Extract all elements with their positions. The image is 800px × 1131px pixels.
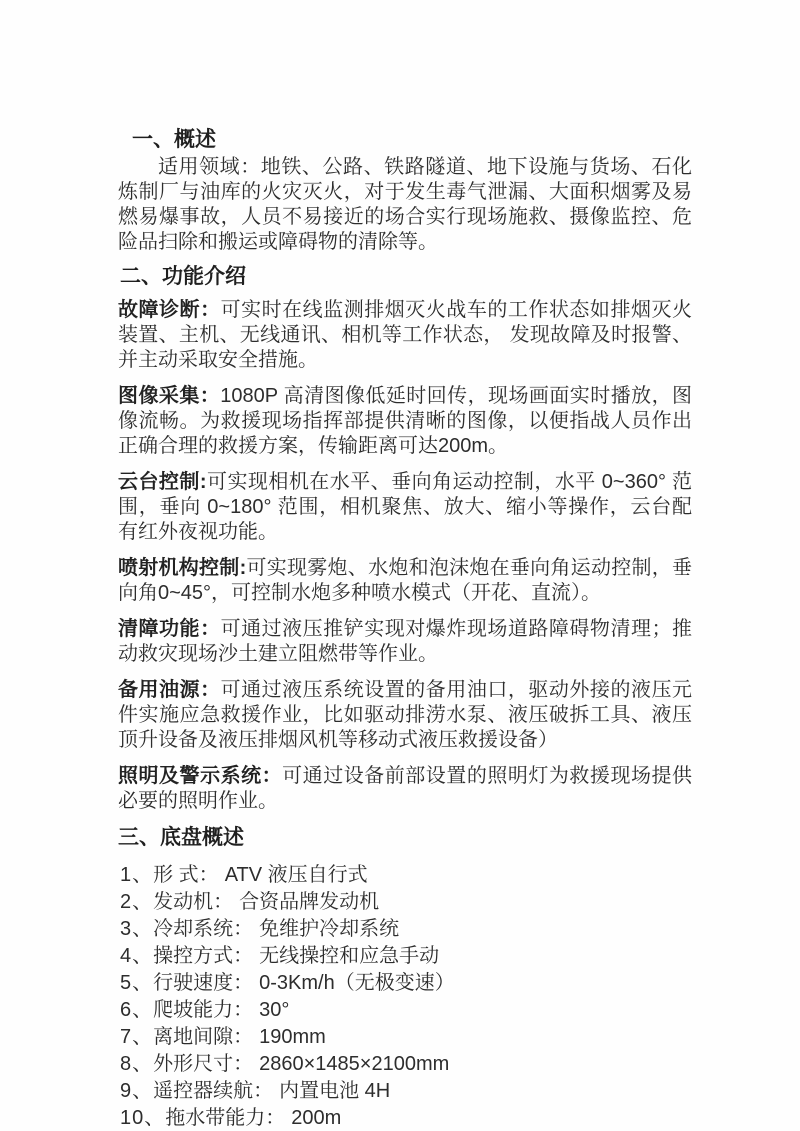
chassis-item-number: 2、 <box>120 891 154 913</box>
feature-text: 1080P 高清图像低延时回传，现场画面实时播放，图像流畅。为救援现场指挥部提供清晰的图像，以便指战人员作出正确合理的救援方案，传输距离可达200m。 <box>118 385 693 457</box>
chassis-item-label: 发动机： <box>153 891 234 913</box>
chassis-item-label: 操控方式： <box>153 945 254 967</box>
chassis-item-label: 拖水带能力： <box>165 1107 286 1129</box>
feature-label: 备用油源： <box>118 679 221 701</box>
chassis-item-value: 200m <box>291 1107 342 1129</box>
chassis-item-number: 8、 <box>120 1053 154 1075</box>
chassis-item-number: 7、 <box>120 1026 154 1048</box>
chassis-item-label: 冷却系统： <box>153 918 254 940</box>
chassis-item-value: 0-3Km/h（无极变速） <box>259 972 455 994</box>
section-heading-features: 二、功能介绍 <box>120 265 246 288</box>
chassis-list-item-remote-battery <box>120 1078 692 1105</box>
feature-paragraph-backup-oil-source <box>118 678 692 753</box>
feature-text: 可实现相机在水平、垂向角运动控制，水平 0~360° 范围，垂向 0~180° 范围，相机聚焦、放大、缩小等操作，云台配有红外夜视功能。 <box>118 471 692 543</box>
feature-paragraph-gimbal-control <box>118 470 692 545</box>
chassis-item-label: 行驶速度： <box>153 972 254 994</box>
chassis-item-value: 2860×1485×2100mm <box>259 1053 450 1075</box>
chassis-item-label: 离地间隙： <box>153 1026 254 1048</box>
feature-label: 喷射机构控制: <box>118 557 247 579</box>
chassis-list-item-dimensions <box>120 1051 692 1078</box>
feature-paragraph-lighting-warning <box>118 764 692 814</box>
feature-paragraph-obstacle-clearing <box>118 617 692 667</box>
feature-paragraph-fault-diagnosis <box>118 298 692 373</box>
section-heading-chassis: 三、底盘概述 <box>118 826 244 849</box>
chassis-item-value: 内置电池 4H <box>279 1080 391 1102</box>
chassis-list-item-hose-towing <box>120 1105 692 1131</box>
chassis-list-item-form <box>120 862 692 889</box>
chassis-item-value: 190mm <box>259 1026 326 1048</box>
chassis-item-value: ATV 液压自行式 <box>224 864 368 886</box>
feature-text: 可通过液压推铲实现对爆炸现场道路障碍物清理；推动救灾现场沙土建立阻燃带等作业。 <box>118 618 693 665</box>
chassis-item-value: 免维护冷却系统 <box>259 918 400 940</box>
chassis-item-number: 6、 <box>120 999 154 1021</box>
chassis-item-label: 爬坡能力： <box>153 999 254 1021</box>
feature-label: 图像采集： <box>118 385 221 407</box>
feature-label: 云台控制: <box>118 471 207 493</box>
chassis-item-value: 合资品牌发动机 <box>239 891 380 913</box>
feature-label: 故障诊断： <box>118 299 221 321</box>
chassis-item-label: 外形尺寸： <box>153 1053 254 1075</box>
feature-text: 可通过设备前部设置的照明灯为救援现场提供必要的照明作业。 <box>118 765 693 812</box>
feature-label: 照明及警示系统： <box>118 765 283 787</box>
chassis-list-item-speed <box>120 970 692 997</box>
chassis-item-value: 30° <box>259 999 290 1021</box>
feature-text: 可实时在线监测排烟灭火战车的工作状态如排烟灭火装置、主机、无线通讯、相机等工作状态， 发现故障及时报警、并主动采取安全措施。 <box>118 299 693 371</box>
chassis-list-item-ground-clearance <box>120 1024 692 1051</box>
feature-text: 可通过液压系统设置的备用油口，驱动外接的液压元件实施应急救援作业，比如驱动排涝水泵、液压破拆工具、液压顶升设备及液压排烟风机等移动式液压救援设备） <box>118 679 693 751</box>
chassis-list-item-control-mode <box>120 943 692 970</box>
chassis-item-number: 10、 <box>120 1107 166 1129</box>
chassis-item-number: 5、 <box>120 972 154 994</box>
feature-text: 可实现雾炮、水炮和泡沫炮在垂向角运动控制，垂向角0~45°，可控制水炮多种喷水模式（开花、直流）。 <box>118 557 692 604</box>
chassis-item-number: 3、 <box>120 918 154 940</box>
section-heading-overview: 一、概述 <box>132 128 216 151</box>
chassis-item-value: 无线操控和应急手动 <box>259 945 440 967</box>
chassis-spec-list <box>118 862 692 1131</box>
chassis-item-number: 9、 <box>120 1080 154 1102</box>
chassis-item-number: 4、 <box>120 945 154 967</box>
overview-paragraph: 适用领域：地铁、公路、铁路隧道、地下设施与货场、石化炼制厂与油库的火灾灭火，对于发生毒气泄漏、大面积烟雾及易燃易爆事故，人员不易接近的场合实行现场施救、摄像监控、危险品扫除和搬运或障碍物的清除等。 <box>118 156 692 253</box>
chassis-item-label: 遥控器续航： <box>153 1080 274 1102</box>
feature-label: 清障功能： <box>118 618 221 640</box>
chassis-list-item-cooling <box>120 916 692 943</box>
chassis-list-item-engine <box>120 889 692 916</box>
chassis-item-label: 形 式： <box>153 864 219 886</box>
chassis-list-item-climbing <box>120 997 692 1024</box>
chassis-item-number: 1、 <box>120 864 154 886</box>
feature-paragraph-spray-control <box>118 556 692 606</box>
feature-paragraph-image-capture <box>118 384 692 459</box>
